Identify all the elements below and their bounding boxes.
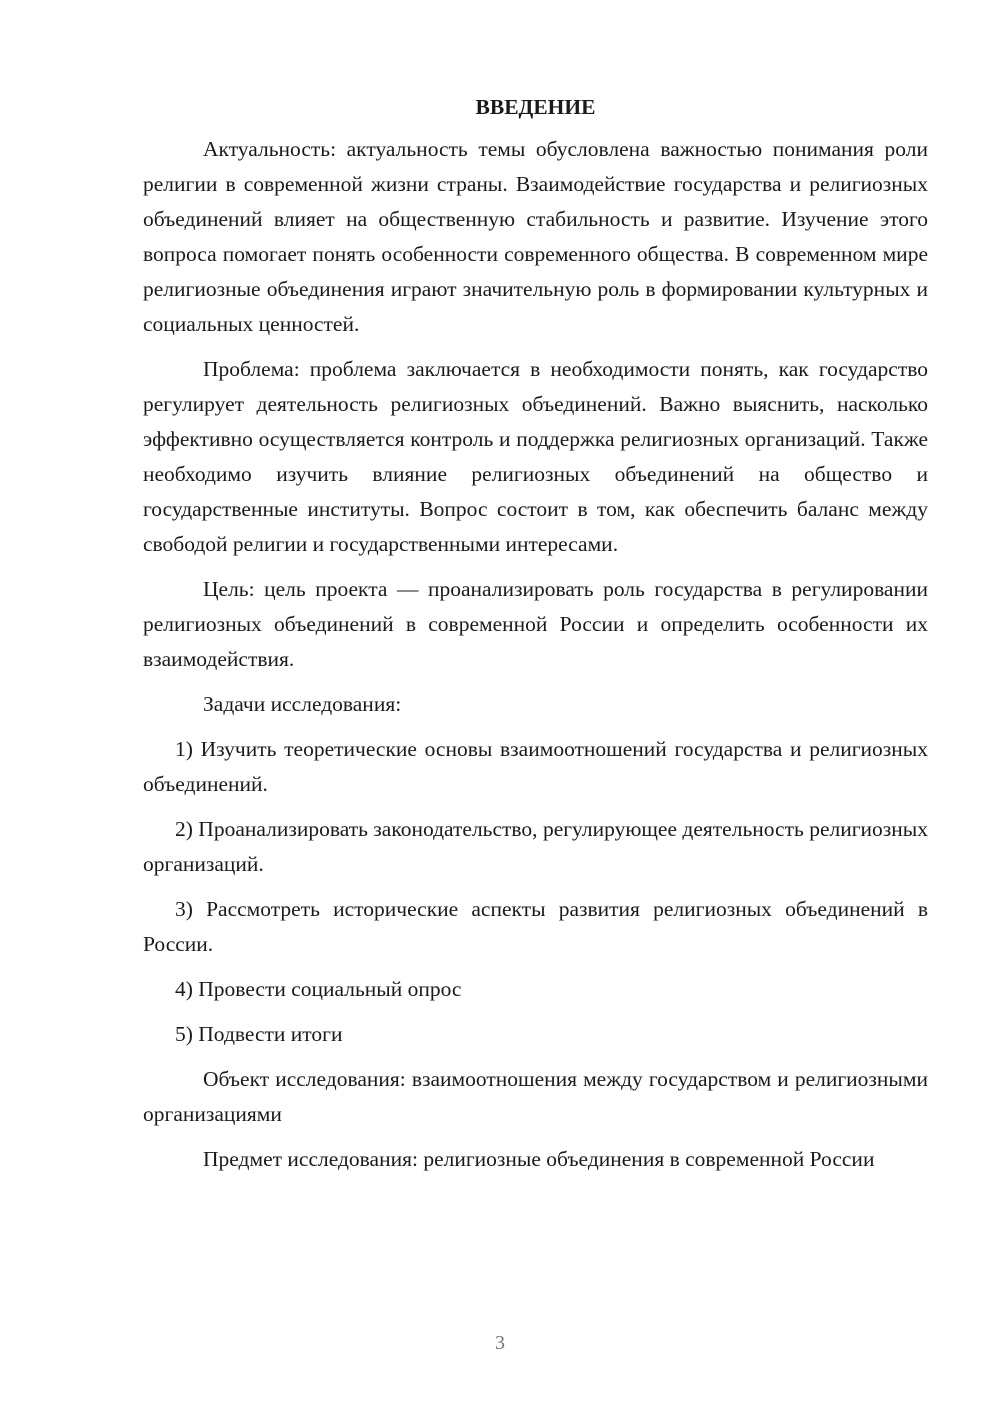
paragraph-subject: Предмет исследования: религиозные объединения в современной России xyxy=(203,1147,875,1171)
paragraph-goal: Цель: цель проекта — проанализировать роль государства в регулировании религиозных объединений в современной России и определить особенности их взаимодействия. xyxy=(143,577,928,671)
page-number: 3 xyxy=(495,1332,505,1354)
task-item: 3) Рассмотреть исторические аспекты развития религиозных объединений в России. xyxy=(143,897,928,956)
task-item: 4) Провести социальный опрос xyxy=(175,977,462,1001)
task-item: 2) Проанализировать законодательство, регулирующее деятельность религиозных организаций. xyxy=(143,817,928,876)
document-page xyxy=(143,90,928,1187)
task-item: 1) Изучить теоретические основы взаимоотношений государства и религиозных объединений. xyxy=(143,737,928,796)
paragraph-relevance: Актуальность: актуальность темы обусловлена важностью понимания роли религии в современной жизни страны. Взаимодействие государства и религиозных объединений влияет на общественную стабильность и развитие. Изучение этого вопроса помогает понять особенности современного общества. В современном мире религиозные объединения играют значительную роль в формировании культурных и социальных ценностей. xyxy=(143,137,928,336)
tasks-heading: Задачи исследования: xyxy=(203,692,402,716)
paragraph-object: Объект исследования: взаимоотношения между государством и религиозными организациями xyxy=(143,1067,928,1126)
page-title: ВВЕДЕНИЕ xyxy=(475,95,596,119)
task-item: 5) Подвести итоги xyxy=(175,1022,343,1046)
paragraph-problem: Проблема: проблема заключается в необходимости понять, как государство регулирует деятельность религиозных объединений. Важно выяснить, насколько эффективно осуществляется контроль и поддержка религиозных организаций. Также необходимо изучить влияние религиозных объединений на общество и государственные институты. Вопрос состоит в том, как обеспечить баланс между свободой религии и государственными интересами. xyxy=(143,357,928,556)
